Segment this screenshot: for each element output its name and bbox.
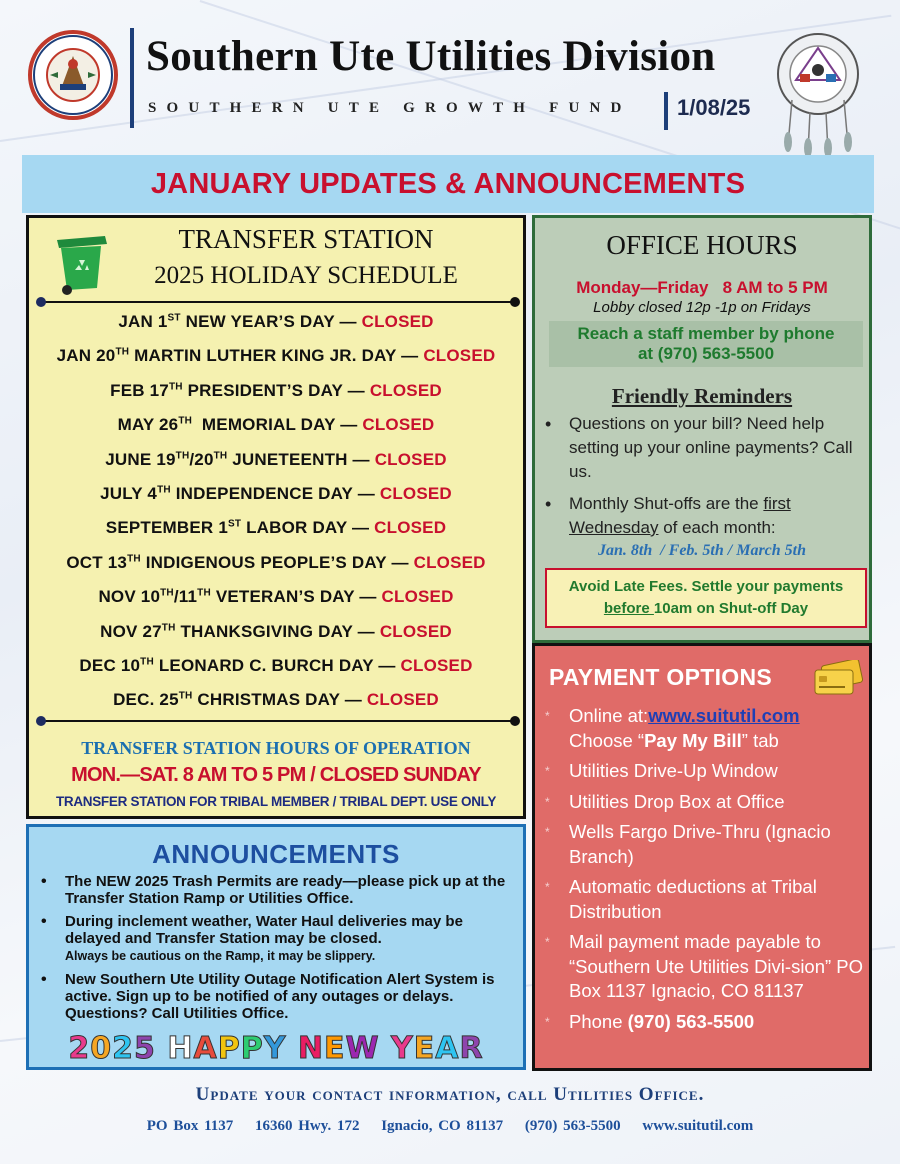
holiday-name: NEW YEAR’S DAY — bbox=[185, 312, 357, 331]
holiday-date: JUNE 19 bbox=[105, 449, 176, 469]
list-item bbox=[541, 790, 871, 815]
online-prefix: Online at: bbox=[569, 705, 649, 726]
holiday-date-suffix: TH bbox=[168, 381, 183, 393]
holiday-date-suffix: ST bbox=[167, 312, 181, 324]
choose-text: Choose “ bbox=[569, 729, 645, 751]
payment-option: Mail payment made payable to “Southern Ute Utilities Divi-sion” PO Box 1137 Ignacio, CO 81137 bbox=[569, 931, 864, 1001]
closed-label: CLOSED bbox=[379, 621, 452, 641]
holiday-row bbox=[29, 622, 523, 656]
closed-label: CLOSED bbox=[369, 380, 442, 400]
holiday-date-suffix: TH bbox=[160, 587, 174, 599]
lobby-closed-note: Lobby closed 12p -1p on Fridays bbox=[593, 299, 811, 316]
payment-options-list bbox=[541, 704, 871, 1040]
holiday-date: OCT 13 bbox=[66, 552, 128, 572]
holiday-date-suffix: TH bbox=[213, 449, 228, 461]
payment-option: Utilities Drive-Up Window bbox=[569, 760, 778, 781]
closed-label: CLOSED bbox=[374, 518, 447, 538]
holiday-name: INDEPENDENCE DAY — bbox=[175, 483, 375, 503]
holiday-date-suffix: ST bbox=[227, 518, 242, 530]
website-link[interactable]: www.suitutil.com bbox=[648, 705, 800, 726]
banner-text: JANUARY UPDATES & ANNOUNCEMENTS bbox=[150, 167, 746, 200]
page-title: Southern Ute Utilities Division bbox=[146, 33, 716, 80]
holiday-date: /20 bbox=[189, 449, 214, 469]
payment-option: Utilities Drop Box at Office bbox=[569, 790, 785, 812]
announcements-list bbox=[39, 873, 519, 1028]
divider-rule bbox=[41, 720, 515, 722]
list-item bbox=[541, 1010, 871, 1035]
holiday-date-suffix: TH bbox=[178, 415, 193, 427]
city-state-zip: Ignacio, CO 81137 bbox=[381, 1118, 504, 1134]
page-subtitle: SOUTHERN UTE GROWTH FUND bbox=[148, 100, 632, 116]
holiday-name: MEMORIAL DAY — bbox=[197, 415, 358, 435]
holiday-date-suffix: TH bbox=[157, 484, 171, 496]
closed-label: CLOSED bbox=[366, 690, 439, 710]
holiday-date: JAN 1 bbox=[118, 312, 168, 331]
closed-label: CLOSED bbox=[379, 483, 452, 503]
credit-card-icon bbox=[813, 660, 863, 698]
holiday-name: LEONARD C. BURCH DAY — bbox=[158, 655, 396, 675]
transfer-station-panel bbox=[26, 215, 526, 819]
holiday-date-suffix: TH bbox=[197, 587, 211, 599]
list-item bbox=[39, 971, 519, 1022]
holiday-date: SEPTEMBER 1 bbox=[105, 518, 228, 538]
po-box: PO Box 1137 bbox=[146, 1118, 234, 1134]
announcement-small-text: Always be cautious on the Ramp, it may be slippery. bbox=[65, 949, 376, 963]
contact-footer bbox=[0, 1118, 900, 1135]
holiday-date: NOV 10 bbox=[98, 587, 161, 607]
contact-update-notice: Update your contact information, call Utilities Office. bbox=[195, 1084, 705, 1105]
closed-label: CLOSED bbox=[423, 346, 496, 366]
closed-label: CLOSED bbox=[413, 552, 486, 572]
closed-label: CLOSED bbox=[362, 415, 435, 435]
reminders-list bbox=[543, 412, 863, 548]
holiday-date: /11 bbox=[173, 587, 198, 607]
holiday-date-suffix: TH bbox=[175, 449, 190, 461]
late-fees-line1: Avoid Late Fees. Settle your payments bbox=[568, 578, 844, 595]
header-divider bbox=[130, 28, 134, 128]
closed-label: CLOSED bbox=[361, 312, 434, 331]
holiday-row bbox=[29, 518, 523, 552]
list-item bbox=[543, 412, 863, 484]
holiday-date: NOV 27 bbox=[100, 621, 162, 641]
list-item bbox=[541, 930, 871, 1004]
reminder-text: Monthly Shut-offs are the bbox=[569, 494, 764, 513]
holiday-row bbox=[29, 450, 523, 484]
holiday-row bbox=[29, 656, 523, 690]
usage-restriction-note: TRANSFER STATION FOR TRIBAL MEMBER / TRIBAL DEPT. USE ONLY bbox=[55, 794, 497, 809]
staff-phone-line1: Reach a staff member by phone bbox=[577, 324, 835, 343]
holiday-date-suffix: TH bbox=[178, 690, 193, 702]
announcement-text: During inclement weather, Water Haul deliveries may be delayed and Transfer Station may be closed. bbox=[65, 913, 463, 947]
holiday-row bbox=[29, 346, 523, 380]
payment-option: Automatic deductions at Tribal Distribution bbox=[569, 876, 817, 922]
holiday-schedule-title: 2025 HOLIDAY SCHEDULE bbox=[154, 262, 458, 289]
office-hours-days: Monday—Friday 8 AM to 5 PM bbox=[576, 278, 828, 297]
list-item bbox=[541, 820, 871, 869]
holiday-row bbox=[29, 553, 523, 587]
hours-of-operation-time: MON.—SAT. 8 AM TO 5 PM / CLOSED SUNDAY bbox=[71, 764, 481, 786]
announcement-text: New Southern Ute Utility Outage Notification Alert System is active. Sign up to be notified of any outages or delays. Questions? Call Utilities Office. bbox=[65, 971, 495, 1022]
list-item bbox=[541, 875, 871, 924]
utilities-dreamcatcher-logo bbox=[770, 30, 866, 156]
staff-phone-box bbox=[549, 321, 863, 367]
footer-website[interactable]: www.suitutil.com bbox=[642, 1118, 754, 1134]
payment-option: Wells Fargo Drive-Thru (Ignacio Branch) bbox=[569, 821, 831, 867]
reminder-text: of each month: bbox=[658, 518, 776, 537]
list-item bbox=[541, 704, 871, 753]
holiday-row bbox=[29, 381, 523, 415]
pay-my-bill-label: Pay My Bill bbox=[644, 729, 742, 751]
holiday-name: JUNETEENTH — bbox=[232, 449, 370, 469]
holiday-date-suffix: TH bbox=[115, 346, 130, 358]
payment-options-title: PAYMENT OPTIONS bbox=[549, 664, 773, 690]
holiday-name: PRESIDENT’S DAY — bbox=[187, 380, 365, 400]
holiday-name: THANKSGIVING DAY — bbox=[180, 621, 375, 641]
holiday-date-suffix: TH bbox=[140, 656, 154, 668]
holiday-date: JAN 20 bbox=[56, 346, 116, 366]
list-item bbox=[543, 492, 863, 540]
holiday-row bbox=[29, 484, 523, 518]
holiday-date-suffix: TH bbox=[161, 621, 176, 633]
holiday-date: DEC 10 bbox=[79, 655, 141, 675]
staff-phone-line2: at (970) 563-5500 bbox=[637, 344, 775, 363]
closed-label: CLOSED bbox=[381, 587, 454, 607]
date-divider bbox=[664, 92, 668, 130]
tribal-seal-logo bbox=[28, 30, 118, 120]
friendly-reminders-title: Friendly Reminders bbox=[611, 384, 793, 408]
hours-of-operation-title: TRANSFER STATION HOURS OF OPERATION bbox=[81, 738, 471, 758]
list-item bbox=[39, 913, 519, 965]
payment-options-panel bbox=[532, 643, 872, 1071]
announcement-text: The NEW 2025 Trash Permits are ready—please pick up at the Transfer Station Ramp or Utilities Office. bbox=[65, 873, 506, 907]
holiday-name: CHRISTMAS DAY — bbox=[197, 690, 362, 710]
holiday-row bbox=[29, 587, 523, 621]
issue-date: 1/08/25 bbox=[677, 95, 751, 120]
announcement-banner bbox=[22, 155, 874, 213]
holiday-name: LABOR DAY — bbox=[246, 518, 370, 538]
holiday-date: DEC. 25 bbox=[113, 690, 179, 710]
phone-number: (970) 563-5500 bbox=[627, 1010, 755, 1032]
shutoff-dates: Jan. 8th / Feb. 5th / March 5th bbox=[597, 542, 807, 559]
announcements-title: ANNOUNCEMENTS bbox=[152, 839, 400, 869]
holiday-row bbox=[29, 312, 523, 346]
phone-prefix: Phone bbox=[569, 1010, 628, 1032]
holiday-row bbox=[29, 415, 523, 449]
reminder-text: Questions on your bill? Need help setting up your online payments? Call us. bbox=[569, 414, 853, 481]
footer-phone: (970) 563-5500 bbox=[524, 1118, 621, 1134]
holiday-name: INDIGENOUS PEOPLE’S DAY — bbox=[145, 552, 409, 572]
holiday-date-suffix: TH bbox=[127, 553, 141, 565]
reminder-emphasis: first Wednesday bbox=[569, 494, 791, 537]
list-item bbox=[39, 873, 519, 907]
late-fees-notice bbox=[545, 568, 867, 628]
late-fees-line2: 10am on Shut-off Day bbox=[653, 600, 809, 617]
announcements-panel bbox=[26, 824, 526, 1070]
late-fees-before: before bbox=[603, 600, 654, 617]
holiday-list bbox=[29, 312, 523, 725]
street-address: 16360 Hwy. 172 bbox=[255, 1118, 360, 1134]
closed-label: CLOSED bbox=[374, 449, 447, 469]
happy-new-year-graphic: 2025 HAPPY NEW YEAR bbox=[68, 1031, 484, 1066]
divider-rule bbox=[41, 301, 515, 303]
closed-label: CLOSED bbox=[400, 655, 473, 675]
transfer-station-title: TRANSFER STATION bbox=[178, 224, 434, 254]
office-hours-panel bbox=[532, 215, 872, 643]
holiday-date: JULY 4 bbox=[100, 483, 158, 503]
choose-text: ” tab bbox=[741, 729, 779, 751]
holiday-name: MARTIN LUTHER KING JR. DAY — bbox=[134, 346, 419, 366]
list-item bbox=[541, 759, 871, 784]
holiday-date: MAY 26 bbox=[117, 415, 179, 435]
office-hours-title: OFFICE HOURS bbox=[606, 230, 798, 260]
holiday-name: VETERAN’S DAY — bbox=[215, 587, 377, 607]
holiday-date: FEB 17 bbox=[110, 380, 169, 400]
